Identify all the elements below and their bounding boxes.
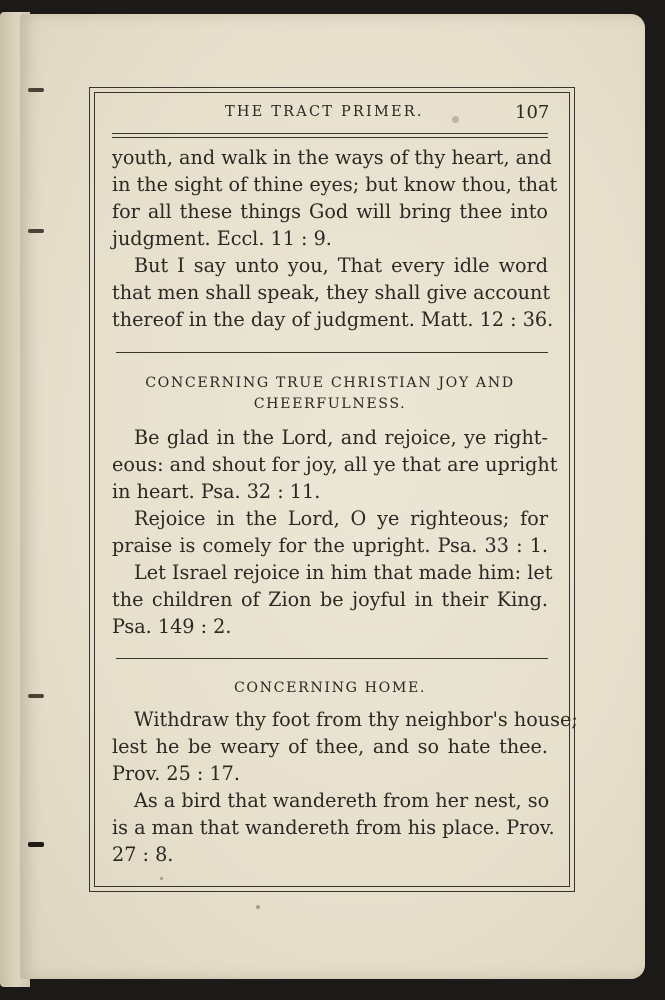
text-line: As a bird that wandereth from her nest, so bbox=[134, 789, 550, 812]
section-rule bbox=[116, 658, 548, 659]
text-line: Prov. 25 : 17. bbox=[112, 762, 240, 785]
text-line: youth, and walk in the ways of thy heart, and bbox=[112, 146, 552, 169]
text-line: that men shall speak, they shall give account bbox=[112, 281, 551, 304]
binding-thread-mark bbox=[28, 842, 44, 847]
paper-speck bbox=[256, 905, 260, 909]
text-line: eous: and shout for joy, all ye that are upright bbox=[112, 453, 558, 476]
text-line: thereof in the day of judgment. Matt. 12 : 36. bbox=[112, 308, 554, 331]
paper-speck bbox=[318, 746, 322, 752]
text-line: Withdraw thy foot from thy neighbor's house; bbox=[134, 708, 578, 731]
header-rule bbox=[112, 133, 548, 134]
binding-thread-mark bbox=[28, 229, 44, 233]
page-number: 107 bbox=[515, 102, 550, 123]
text-line: is a man that wandereth from his place. Prov. bbox=[112, 816, 555, 839]
text-line: in heart. Psa. 32 : 11. bbox=[112, 480, 321, 503]
text-line: 27 : 8. bbox=[112, 843, 174, 866]
text-line: Let Israel rejoice in him that made him: let bbox=[134, 561, 553, 584]
running-head: THE TRACT PRIMER. bbox=[225, 104, 424, 120]
section-heading: CHEERFULNESS. bbox=[253, 396, 407, 412]
text-line: Rejoice in the Lord, O ye righteous; for bbox=[134, 507, 548, 530]
text-line: for all these things God will bring thee into bbox=[112, 200, 548, 223]
text-line: the children of Zion be joyful in their King. bbox=[112, 588, 548, 611]
section-rule bbox=[116, 352, 548, 353]
header-rule bbox=[112, 137, 548, 138]
text-line: judgment. Eccl. 11 : 9. bbox=[112, 227, 332, 250]
text-line: Psa. 149 : 2. bbox=[112, 615, 232, 638]
section-heading: CONCERNING HOME. bbox=[233, 680, 427, 696]
text-line: praise is comely for the upright. Psa. 33 : 1. bbox=[112, 534, 548, 557]
text-line: Be glad in the Lord, and rejoice, ye right- bbox=[134, 426, 548, 449]
binding-thread-mark bbox=[28, 694, 44, 698]
paper-speck bbox=[452, 116, 459, 123]
paper-speck bbox=[160, 877, 163, 880]
binding-thread-mark bbox=[28, 88, 44, 92]
text-line: But I say unto you, That every idle word bbox=[134, 254, 548, 277]
section-heading: CONCERNING TRUE CHRISTIAN JOY AND bbox=[145, 375, 515, 391]
text-line: lest he be weary of thee, and so hate thee. bbox=[112, 735, 548, 758]
text-line: in the sight of thine eyes; but know thou, that bbox=[112, 173, 558, 196]
